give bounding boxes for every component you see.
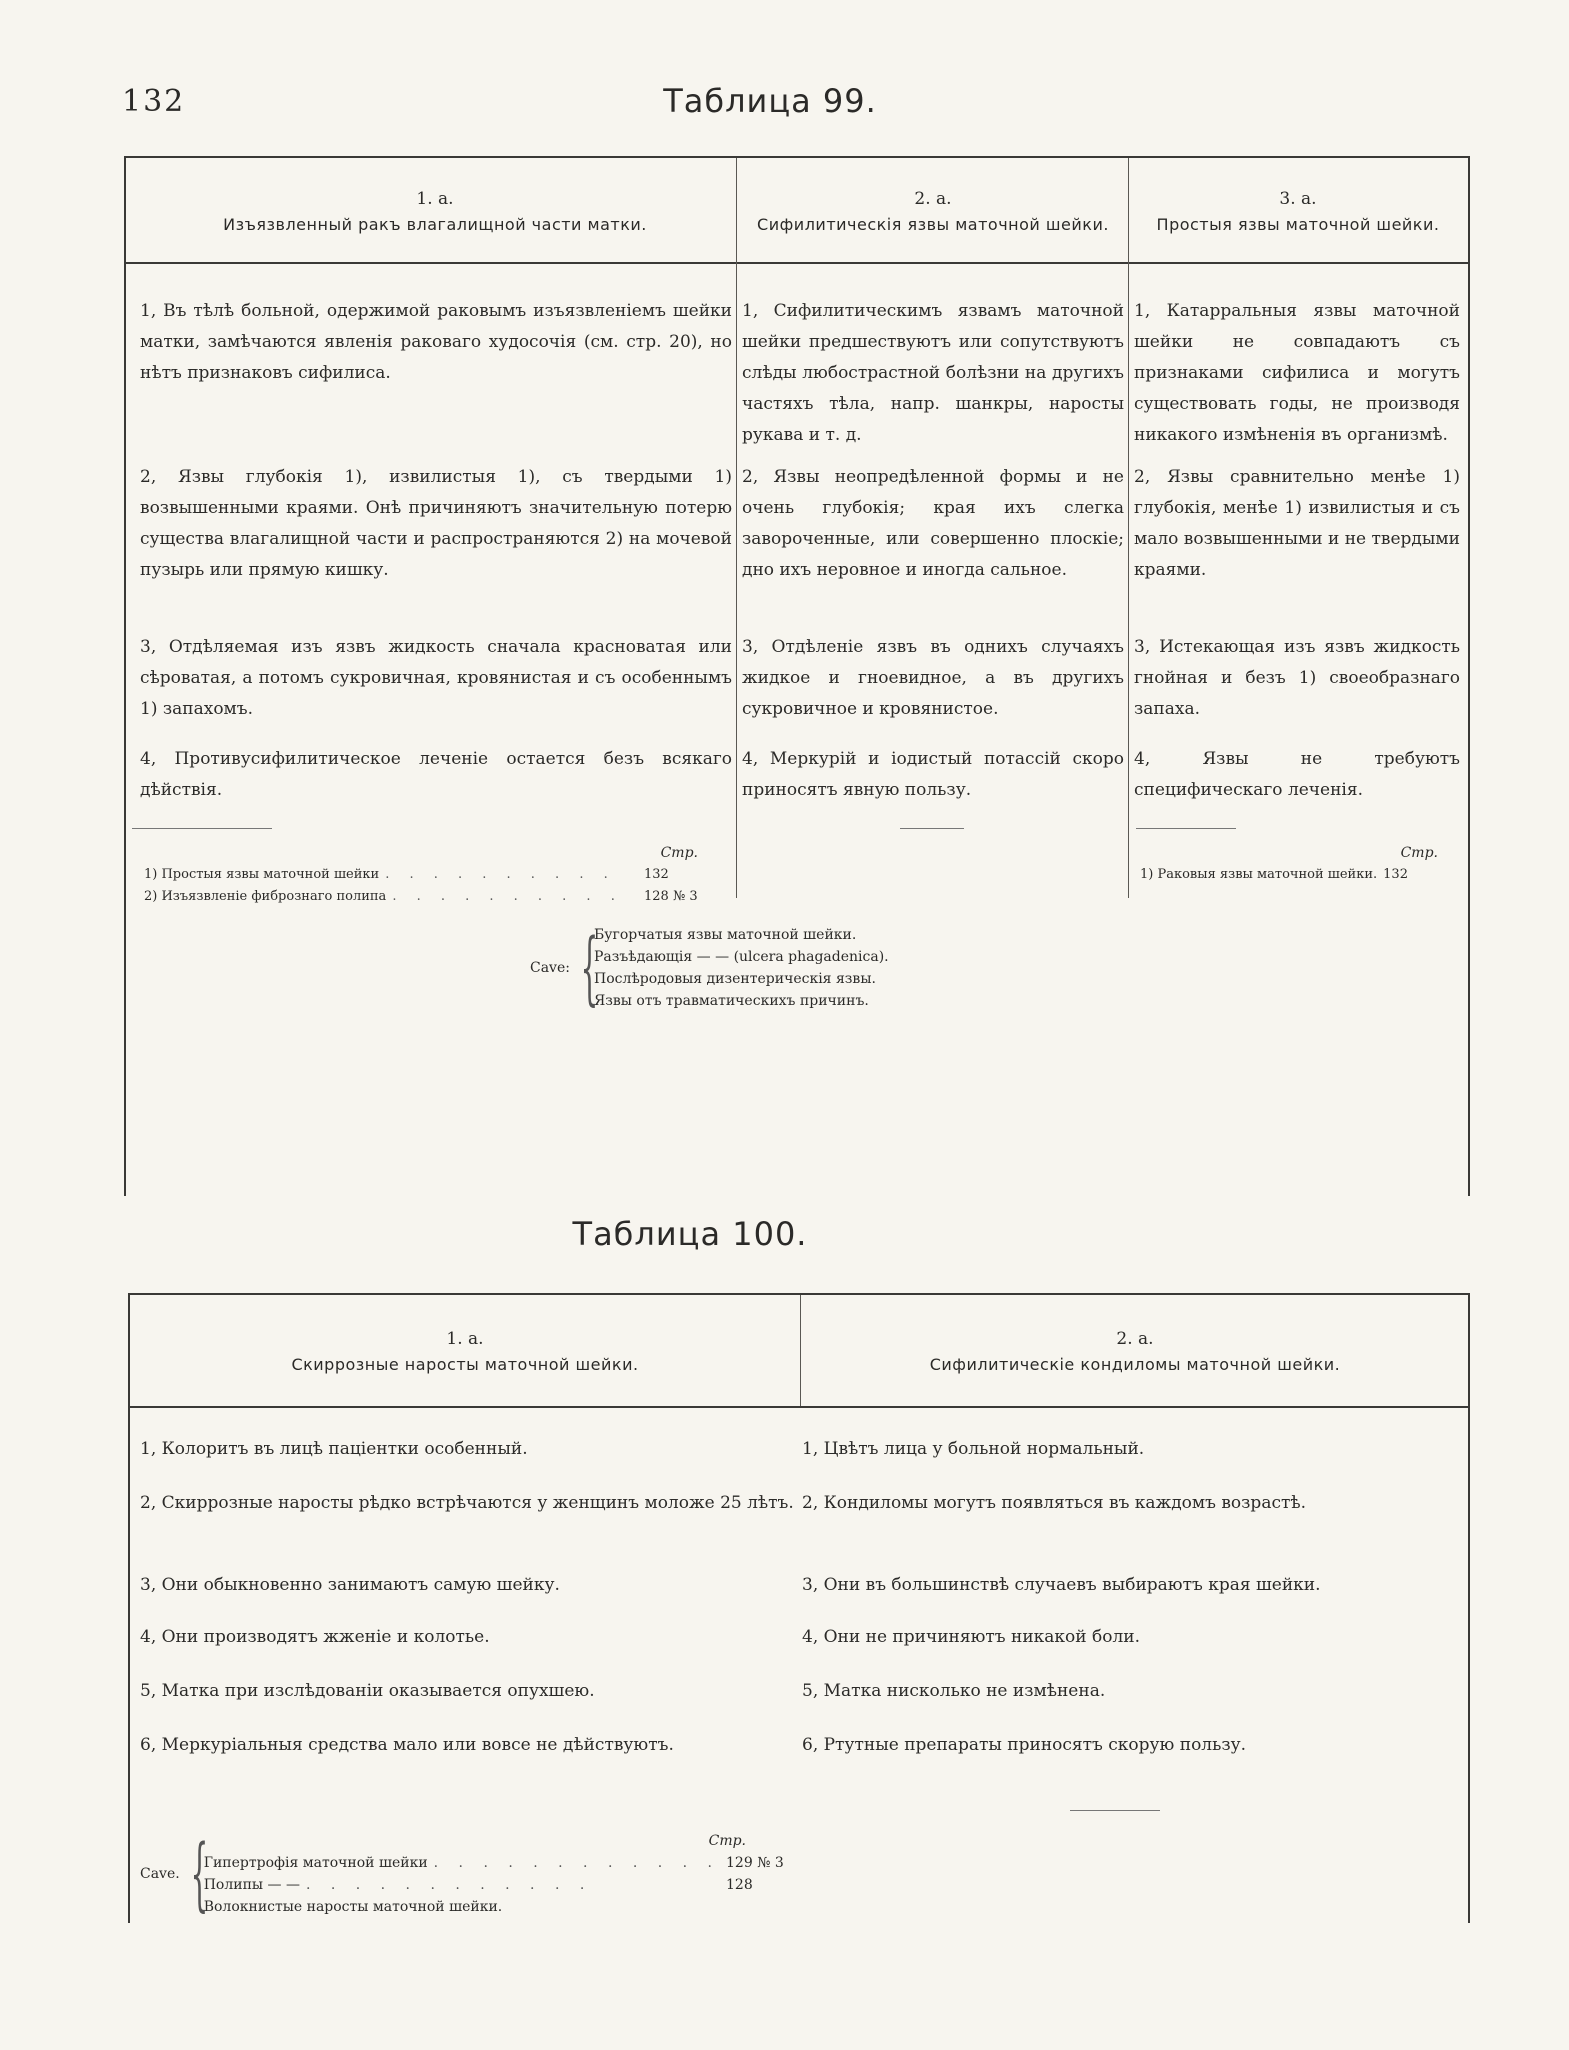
- table-99-col2-header: [740, 186, 1126, 238]
- table-100-col1-item-4: 4, Они производятъ жженіе и колотье.: [140, 1627, 490, 1647]
- column-title: Сифилитическія язвы маточной шейки.: [757, 215, 1109, 234]
- footnote-text: 1) Раковыя язвы маточной шейки.: [1140, 867, 1378, 882]
- table-99-col1-item-1: 1, Въ тѣлѣ больной, одержимой раковымъ изъязвленіемъ шейки матки, замѣчаются явленія раковаго худосочія (см. стр. 20), но нѣтъ признаковъ сифилиса.: [140, 301, 732, 383]
- column-title: Скиррозные наросты маточной шейки.: [291, 1355, 639, 1374]
- table-99-col1-item-4: 4, Противусифилитическое леченіе остается безъ всякаго дѣйствія.: [140, 749, 732, 800]
- footnote-row: [144, 864, 734, 886]
- footnote-page-heading: Стр.: [660, 845, 698, 861]
- table-99-col2-item-2: 2, Язвы неопредѣленной формы и не очень глубокія; края ихъ слегка завороченные, или совершенно плоскіе; дно ихъ неровное и иногда сальное.: [742, 467, 1124, 580]
- table-99-column-divider-1: [736, 158, 737, 898]
- cave-row: [204, 1896, 806, 1918]
- footnote-rule: [132, 828, 272, 829]
- table-99-col1-header: [140, 186, 730, 238]
- column-number: 3. a.: [1279, 189, 1317, 209]
- cave-list: [204, 1830, 806, 1918]
- footnote-page: 132: [1383, 867, 1408, 882]
- column-number: 1. a.: [416, 189, 454, 209]
- footnote-text: 1) Простыя язвы маточной шейки: [144, 867, 380, 882]
- brace-glyph: {: [580, 921, 599, 1014]
- column-title: Изъязвленный ракъ влагалищной части матки.: [223, 215, 647, 234]
- table-99-col3-item-2: 2, Язвы сравнительно менѣе 1) глубокія, менѣе 1) извилистыя и съ мало возвышенными и не твердыми краями.: [1134, 467, 1460, 580]
- table-99-title: Таблица 99.: [663, 82, 877, 120]
- table-100-col2-item-4: 4, Они не причиняютъ никакой боли.: [802, 1627, 1141, 1647]
- table-100-title: Таблица 100.: [572, 1215, 808, 1253]
- table-100-frame: [128, 1293, 1470, 1923]
- cave-label: Cave:: [530, 960, 570, 976]
- table-99-col3-item-4: 4, Язвы не требуютъ специфическаго леченія.: [1134, 749, 1460, 800]
- table-100-col2-item-3: 3, Они въ большинствѣ случаевъ выбираютъ края шейки.: [802, 1575, 1321, 1595]
- table-99-col1-footnotes: [144, 842, 734, 908]
- column-number: 2. a.: [914, 189, 952, 209]
- separator-rule: [1070, 1810, 1160, 1811]
- table-99-col1-item-2: 2, Язвы глубокія 1), извилистыя 1), съ твердыми 1) возвышенными краями. Онѣ причиняютъ значительную потерю существа влагалищной части и распространяются 2) на мочевой пузырь или прямую кишку.: [140, 467, 732, 580]
- table-99-col1-item-3: 3, Отдѣляемая изъ язвъ жидкость сначала красноватая или сѣроватая, а потомъ сукровичная, кровянистая и съ особеннымъ 1) запахомъ.: [140, 637, 732, 719]
- table-99-col2-item-4: 4, Меркурій и іодистый потассій скоро приносятъ явную пользу.: [742, 749, 1124, 800]
- footnote-page-heading: Стр.: [1400, 845, 1438, 861]
- table-100-column-divider: [800, 1295, 801, 1406]
- leader-dots: . . . . . . . . . . . .: [433, 1855, 721, 1871]
- column-title: Сифилитическіе кондиломы маточной шейки.: [929, 1355, 1341, 1374]
- cave-row: [204, 1874, 806, 1896]
- footnote-page: 128 № 3: [644, 889, 698, 904]
- cave-list: [594, 924, 889, 1012]
- footnote-row: [144, 886, 734, 908]
- table-99-col3-header: [1132, 186, 1464, 238]
- table-100-col2-item-6: 6, Ртутные препараты приносятъ скорую пользу.: [802, 1735, 1247, 1755]
- table-99-col2-item-3: 3, Отдѣленіе язвъ въ однихъ случаяхъ жидкое и гноевидное, а въ другихъ сукровичное и кровянистое.: [742, 637, 1124, 719]
- table-99-header-rule: [124, 262, 1470, 264]
- cave-item: Язвы отъ травматическихъ причинъ.: [593, 993, 869, 1009]
- cave-page-heading: Стр.: [708, 1833, 747, 1849]
- cave-item: Разъѣдающія — — (ulcera phagadenica).: [593, 949, 889, 965]
- table-100-col1-item-5: 5, Матка при изслѣдованіи оказывается опухшею.: [140, 1681, 595, 1701]
- table-100-col2-item-1: 1, Цвѣтъ лица у больной нормальный.: [802, 1439, 1145, 1459]
- table-99-column-divider-2: [1128, 158, 1129, 898]
- table-99-cave: [530, 921, 889, 1014]
- column-number: 1. a.: [446, 1329, 484, 1349]
- table-100-col1-item-2: 2, Скиррозные наросты рѣдко встрѣчаются у женщинъ моложе 25 лѣтъ.: [140, 1493, 794, 1513]
- leader-dots: . . . . . . . . . . . .: [305, 1877, 593, 1893]
- table-100-col1-header: [140, 1326, 790, 1378]
- table-99-col3-item-3: 3, Истекающая изъ язвъ жидкость гнойная и безъ 1) своеобразнаго запаха.: [1134, 637, 1460, 719]
- cave-item: Волокнистые наросты маточной шейки.: [203, 1899, 503, 1915]
- table-100-cave: [140, 1827, 784, 1920]
- page-number: 132: [122, 84, 186, 119]
- leader-dots: . . . . . . . . . .: [385, 867, 616, 882]
- table-99-col3-item-1: 1, Катарральныя язвы маточной шейки не совпадаютъ съ признаками сифилиса и могутъ существовать годы, не производя никакого измѣненія въ организмѣ.: [1134, 301, 1460, 445]
- cave-item: Послѣродовыя дизентерическія язвы.: [593, 971, 876, 987]
- footnote-page: 132: [644, 867, 669, 882]
- table-100-col2-item-5: 5, Матка нисколько не измѣнена.: [802, 1681, 1106, 1701]
- footnote-row: [1140, 864, 1450, 886]
- cave-item: Полипы — —: [203, 1877, 300, 1893]
- table-100-col1-item-1: 1, Колоритъ въ лицѣ паціентки особенный.: [140, 1439, 528, 1459]
- table-100-col1-item-3: 3, Они обыкновенно занимаютъ самую шейку.: [140, 1575, 560, 1595]
- cave-label: Cave.: [140, 1866, 180, 1882]
- separator-rule: [900, 828, 964, 829]
- column-title: Простыя язвы маточной шейки.: [1156, 215, 1440, 234]
- table-100-col1-item-6: 6, Меркуріальныя средства мало или вовсе не дѣйствуютъ.: [140, 1735, 674, 1755]
- footnote-rule: [1136, 828, 1236, 829]
- leader-dots: . . . . . . . . . .: [392, 889, 623, 904]
- cave-row: [204, 1852, 806, 1874]
- footnote-text: 2) Изъязвленіе фибрознаго полипа: [144, 889, 387, 904]
- table-100-col2-item-2: 2, Кондиломы могутъ появляться въ каждомъ возрастѣ.: [802, 1493, 1307, 1513]
- cave-item: Бугорчатыя язвы маточной шейки.: [593, 927, 857, 943]
- table-100-col2-header: [806, 1326, 1464, 1378]
- column-number: 2. a.: [1116, 1329, 1154, 1349]
- table-99-col2-item-1: 1, Сифилитическимъ язвамъ маточной шейки предшествуютъ или сопутствуютъ слѣды любострастной болѣзни на другихъ частяхъ тѣла, напр. шанкры, наросты рукава и т. д.: [742, 301, 1124, 445]
- cave-item: Гипертрофія маточной шейки: [203, 1855, 428, 1871]
- brace-glyph: {: [190, 1827, 209, 1920]
- table-100-header-rule: [128, 1406, 1470, 1408]
- cave-page: 128: [726, 1877, 753, 1893]
- cave-page: 129 № 3: [726, 1855, 784, 1871]
- table-99-col3-footnotes: [1140, 842, 1450, 886]
